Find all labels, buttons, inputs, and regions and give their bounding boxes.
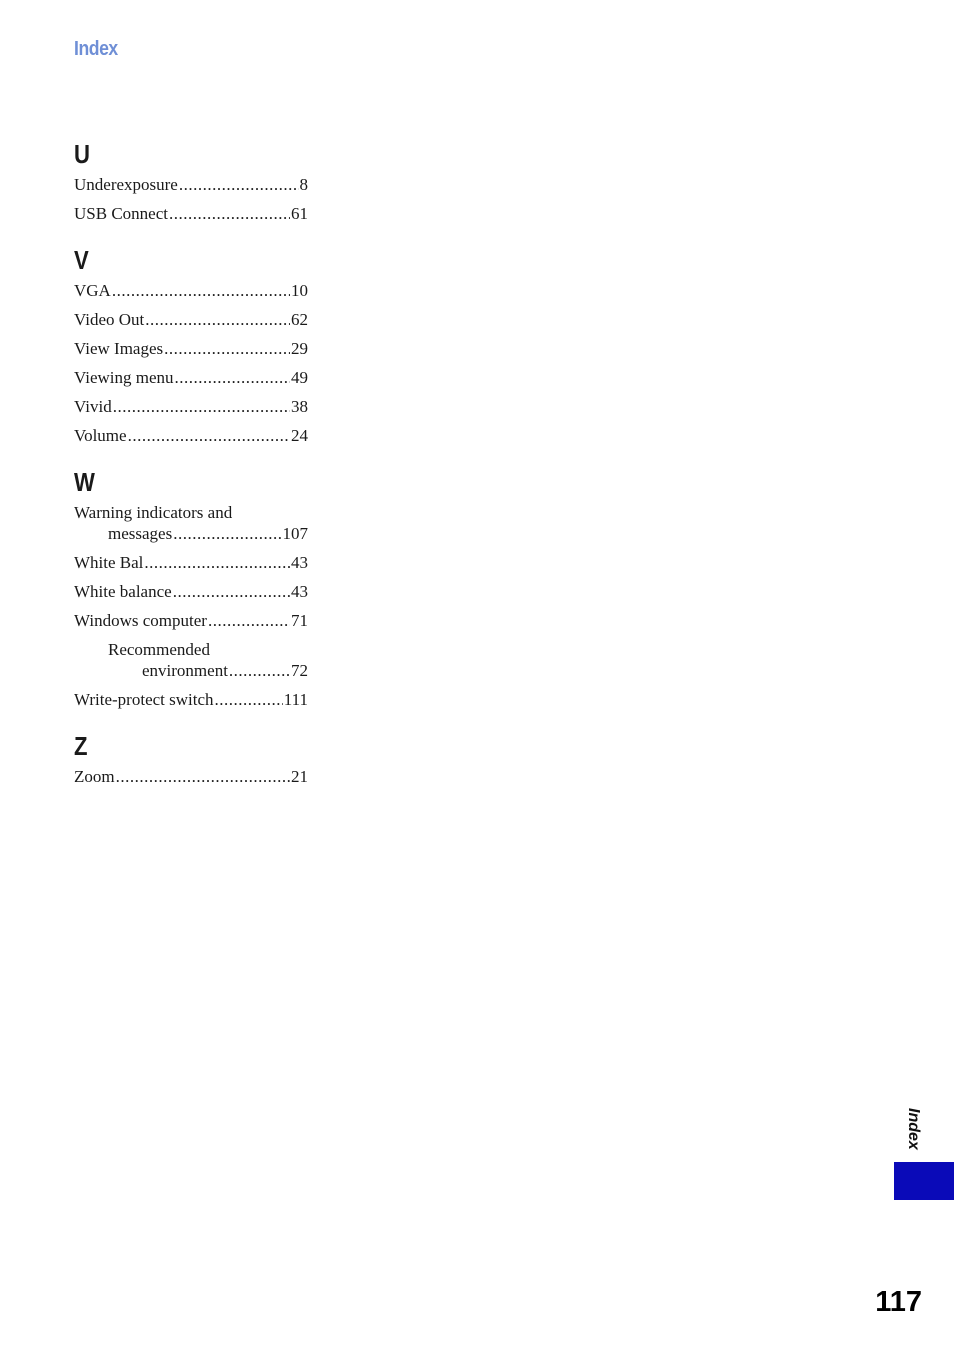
index-entry: [74, 338, 308, 359]
entry-term: environment: [142, 661, 228, 680]
entry-page-number[interactable]: 107: [282, 524, 308, 543]
entry-line: [74, 203, 308, 224]
dot-leader: [215, 689, 283, 710]
entry-page-number[interactable]: 43: [291, 553, 308, 572]
dot-leader: [113, 396, 290, 417]
dot-leader: [164, 338, 290, 359]
entry-term: Volume: [74, 426, 127, 445]
entry-page-number[interactable]: 111: [283, 690, 308, 709]
entry-term: Warning indicators and: [74, 503, 233, 522]
entry-term: messages: [108, 524, 173, 543]
entry-term: USB Connect: [74, 204, 168, 223]
index-entry: [74, 425, 308, 446]
entry-line: [108, 660, 308, 681]
dot-leader: [112, 280, 290, 301]
index-section: [74, 244, 308, 446]
entry-page-number[interactable]: 43: [291, 582, 308, 601]
dot-leader: [208, 610, 290, 631]
index-section: [74, 730, 308, 787]
entry-page-number[interactable]: 71: [291, 611, 308, 630]
entry-line: [74, 174, 308, 195]
index-entry: [74, 309, 308, 330]
entry-term: Write-protect switch: [74, 690, 214, 709]
entry-term: Recommended: [108, 640, 210, 659]
page-number: 117: [875, 1286, 922, 1318]
entry-page-number[interactable]: 29: [291, 339, 308, 358]
dot-leader: [173, 581, 290, 602]
entry-term: VGA: [74, 281, 111, 300]
section-letter: Z: [74, 731, 88, 761]
dot-leader: [128, 425, 290, 446]
entry-term: White Bal: [74, 553, 144, 572]
dot-leader: [145, 309, 290, 330]
entry-term: Viewing menu: [74, 368, 174, 387]
entry-page-number[interactable]: 21: [291, 767, 308, 786]
section-letter: V: [74, 245, 89, 275]
index-section: [74, 138, 308, 224]
index-entry: [74, 396, 308, 417]
entry-page-number[interactable]: 10: [291, 281, 308, 300]
section-letter: W: [74, 467, 95, 497]
entry-term: Windows computer: [74, 611, 207, 630]
entry-line: [74, 610, 308, 631]
dot-leader: [175, 367, 290, 388]
entry-term: Underexposure: [74, 175, 178, 194]
entry-line: [74, 766, 308, 787]
side-tab-block: [894, 1162, 954, 1200]
entry-line: [74, 309, 308, 330]
index-entry: [74, 766, 308, 787]
page-header-title: Index: [74, 38, 118, 60]
entry-term: View Images: [74, 339, 164, 358]
index-entry: [74, 610, 308, 631]
entry-page-number[interactable]: 8: [299, 175, 308, 194]
section-letter: U: [74, 139, 90, 169]
index-entry: [74, 552, 308, 573]
entry-term: Video Out: [74, 310, 145, 329]
entry-page-number[interactable]: 38: [291, 397, 308, 416]
index-entry: [74, 174, 308, 195]
entry-line: [74, 425, 308, 446]
index-entry: [74, 280, 308, 301]
entry-page-number[interactable]: 61: [291, 204, 308, 223]
entry-line: [108, 639, 308, 660]
entry-line: [74, 581, 308, 602]
entry-line: [74, 396, 308, 417]
index-subentry: [74, 639, 308, 681]
entry-term: Zoom: [74, 767, 115, 786]
entry-page-number[interactable]: 24: [291, 426, 308, 445]
index-section: [74, 466, 308, 710]
index-column: [74, 138, 308, 807]
dot-leader: [116, 766, 290, 787]
dot-leader: [173, 523, 281, 544]
entry-term: White balance: [74, 582, 172, 601]
entry-page-number[interactable]: 49: [291, 368, 308, 387]
dot-leader: [229, 660, 290, 681]
entry-line: [74, 367, 308, 388]
entry-line: [74, 523, 308, 544]
entry-line: [74, 689, 308, 710]
dot-leader: [144, 552, 290, 573]
entry-page-number[interactable]: 72: [291, 661, 308, 680]
index-entry: [74, 689, 308, 710]
entry-line: [74, 338, 308, 359]
entry-line: [74, 280, 308, 301]
side-tab-label: Index: [905, 1108, 922, 1150]
dot-leader: [169, 203, 290, 224]
dot-leader: [179, 174, 299, 195]
index-entry: [74, 581, 308, 602]
entry-page-number[interactable]: 62: [291, 310, 308, 329]
entry-line: [74, 502, 308, 523]
entry-term: Vivid: [74, 397, 112, 416]
index-entry: [74, 502, 308, 544]
entry-line: [74, 552, 308, 573]
index-entry: [74, 367, 308, 388]
index-entry: [74, 203, 308, 224]
